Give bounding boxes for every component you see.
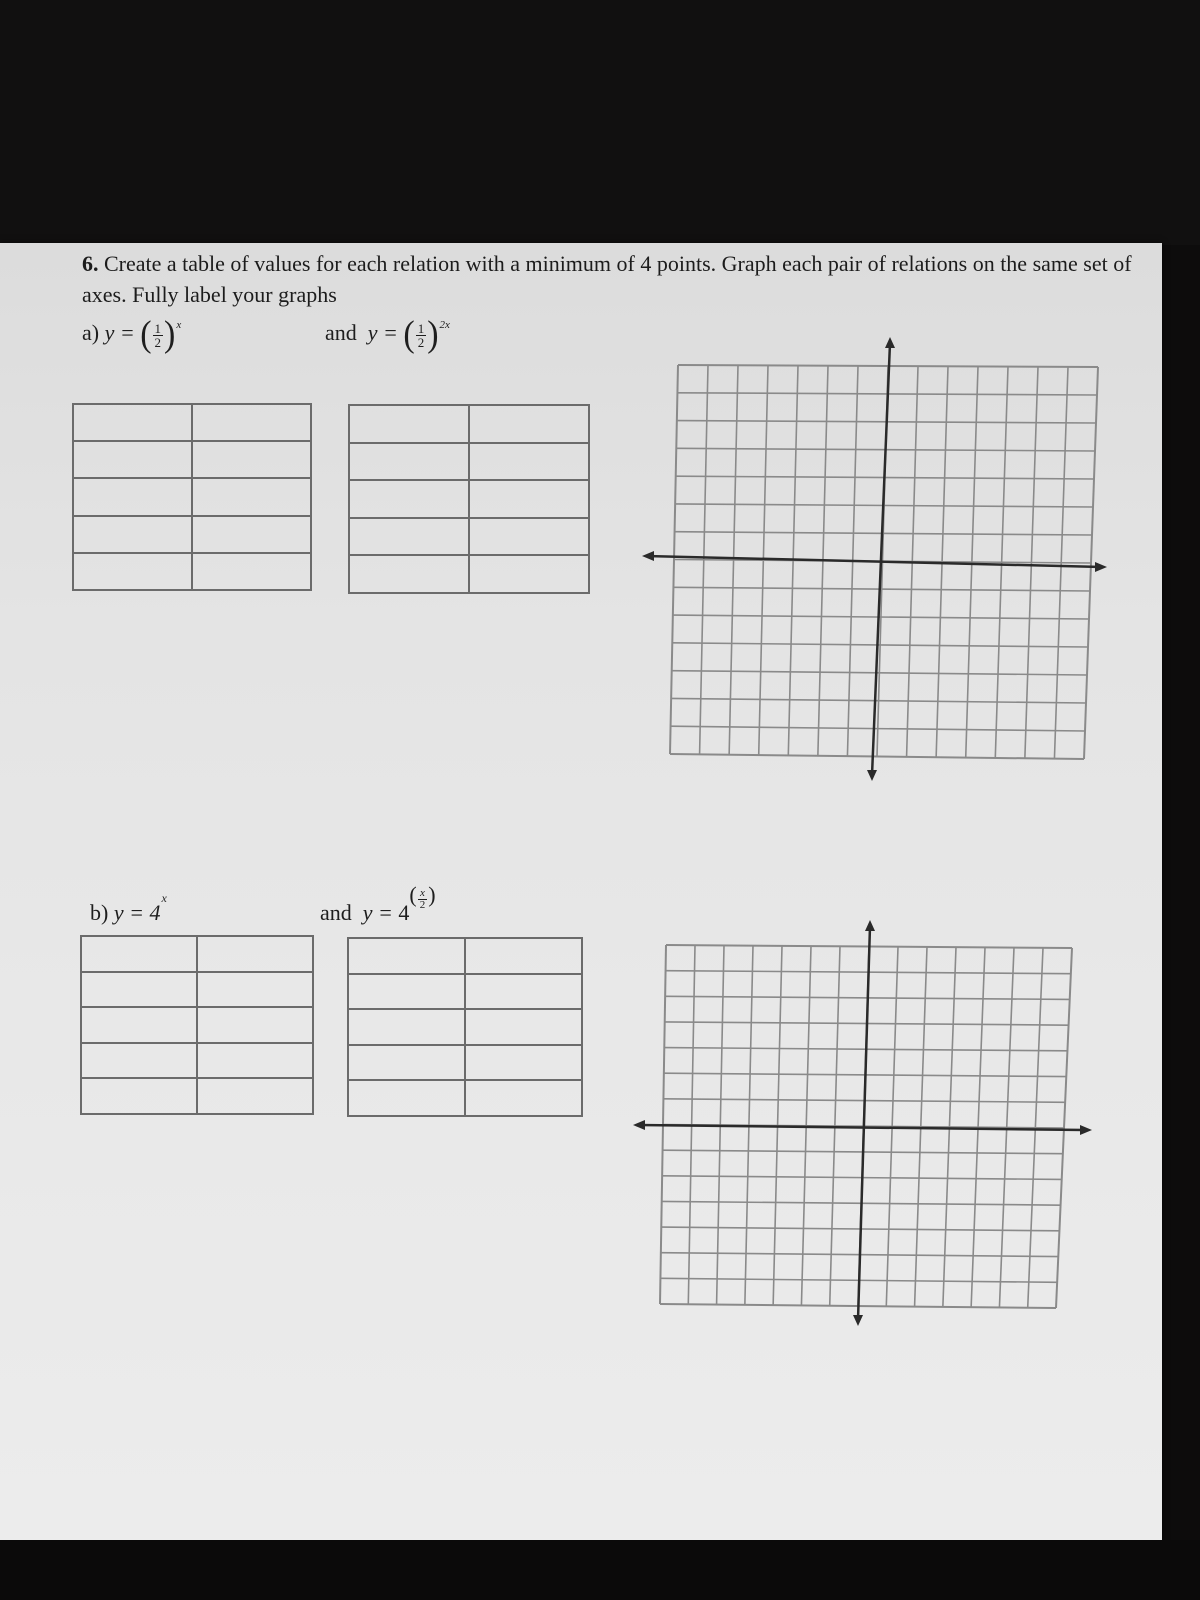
part-a-eq1-exponent: x xyxy=(176,319,182,332)
part-b-eq2-exp-denominator: 2 xyxy=(419,898,426,911)
part-a-label: a) xyxy=(82,320,100,346)
question-number: 6. xyxy=(82,251,99,276)
part-a-table-1[interactable] xyxy=(72,403,312,591)
part-b-eq1-exponent: x xyxy=(161,890,167,905)
part-a-x-axis-arrow-right xyxy=(1095,562,1107,572)
part-a-y-axis-arrow-down xyxy=(867,770,877,781)
part-b-x-axis-arrow-right xyxy=(1080,1125,1092,1135)
part-b-eq1: y = 4 xyxy=(113,900,161,925)
question-text: Create a table of values for each relation with a minimum of 4 points. Graph each pair of relations on the same set of axes. Fully label your graphs xyxy=(82,251,1132,307)
part-b-equation-1 xyxy=(90,890,167,926)
part-a-table-2[interactable] xyxy=(348,404,590,594)
part-b-y-axis-arrow-up xyxy=(865,920,875,931)
part-b-eq2-exp-numerator: x xyxy=(420,886,425,899)
part-b-equation-2: and y = 4( $\frac{x}{2}$ ) xyxy=(320,882,436,925)
part-b-x-axis-arrow-left xyxy=(633,1120,645,1130)
part-b-y-axis-arrow-down xyxy=(853,1315,863,1326)
part-a-x-axis-arrow-left xyxy=(642,551,654,561)
part-b-graph-grid[interactable] xyxy=(630,918,1100,1328)
part-b-y-axis xyxy=(858,926,870,1320)
part-a-x-axis xyxy=(646,556,1102,567)
part-b-table-1[interactable] xyxy=(80,935,314,1115)
photo-background-top xyxy=(0,0,1200,245)
part-a-eq2-denominator: 2 xyxy=(417,334,425,350)
question-instruction xyxy=(82,248,1162,310)
part-a-eq2-exponent: 2x xyxy=(439,319,450,332)
part-b-label: b) xyxy=(90,900,109,925)
part-b-connector: and xyxy=(320,900,352,925)
part-a-y-axis-arrow-up xyxy=(885,337,895,348)
part-a-graph-grid[interactable] xyxy=(640,335,1110,785)
part-b-axes xyxy=(633,920,1092,1326)
part-a-y-axis xyxy=(872,343,890,775)
part-a-connector: and xyxy=(325,320,357,346)
part-b-eq2-base: 4 xyxy=(398,900,410,925)
part-a-eq2-lhs: y = xyxy=(367,320,398,346)
part-a-eq1-denominator: 2 xyxy=(154,334,162,350)
part-a-eq1-numerator: 1 xyxy=(154,320,162,336)
part-a-eq1-lhs: y = xyxy=(104,320,135,346)
part-a-equation-1: a) y = ( $\frac{1}{2}$ )$^x$ xyxy=(82,314,182,355)
part-b-eq2-lhs: y = xyxy=(362,900,393,925)
part-b-table-2[interactable] xyxy=(347,937,583,1117)
part-a-eq2-numerator: 1 xyxy=(417,320,425,336)
photo-background-bottom xyxy=(0,1540,1200,1600)
part-a-equation-2: and y = ( $\frac{1}{2}$ )$^{2x}$ xyxy=(325,314,450,355)
